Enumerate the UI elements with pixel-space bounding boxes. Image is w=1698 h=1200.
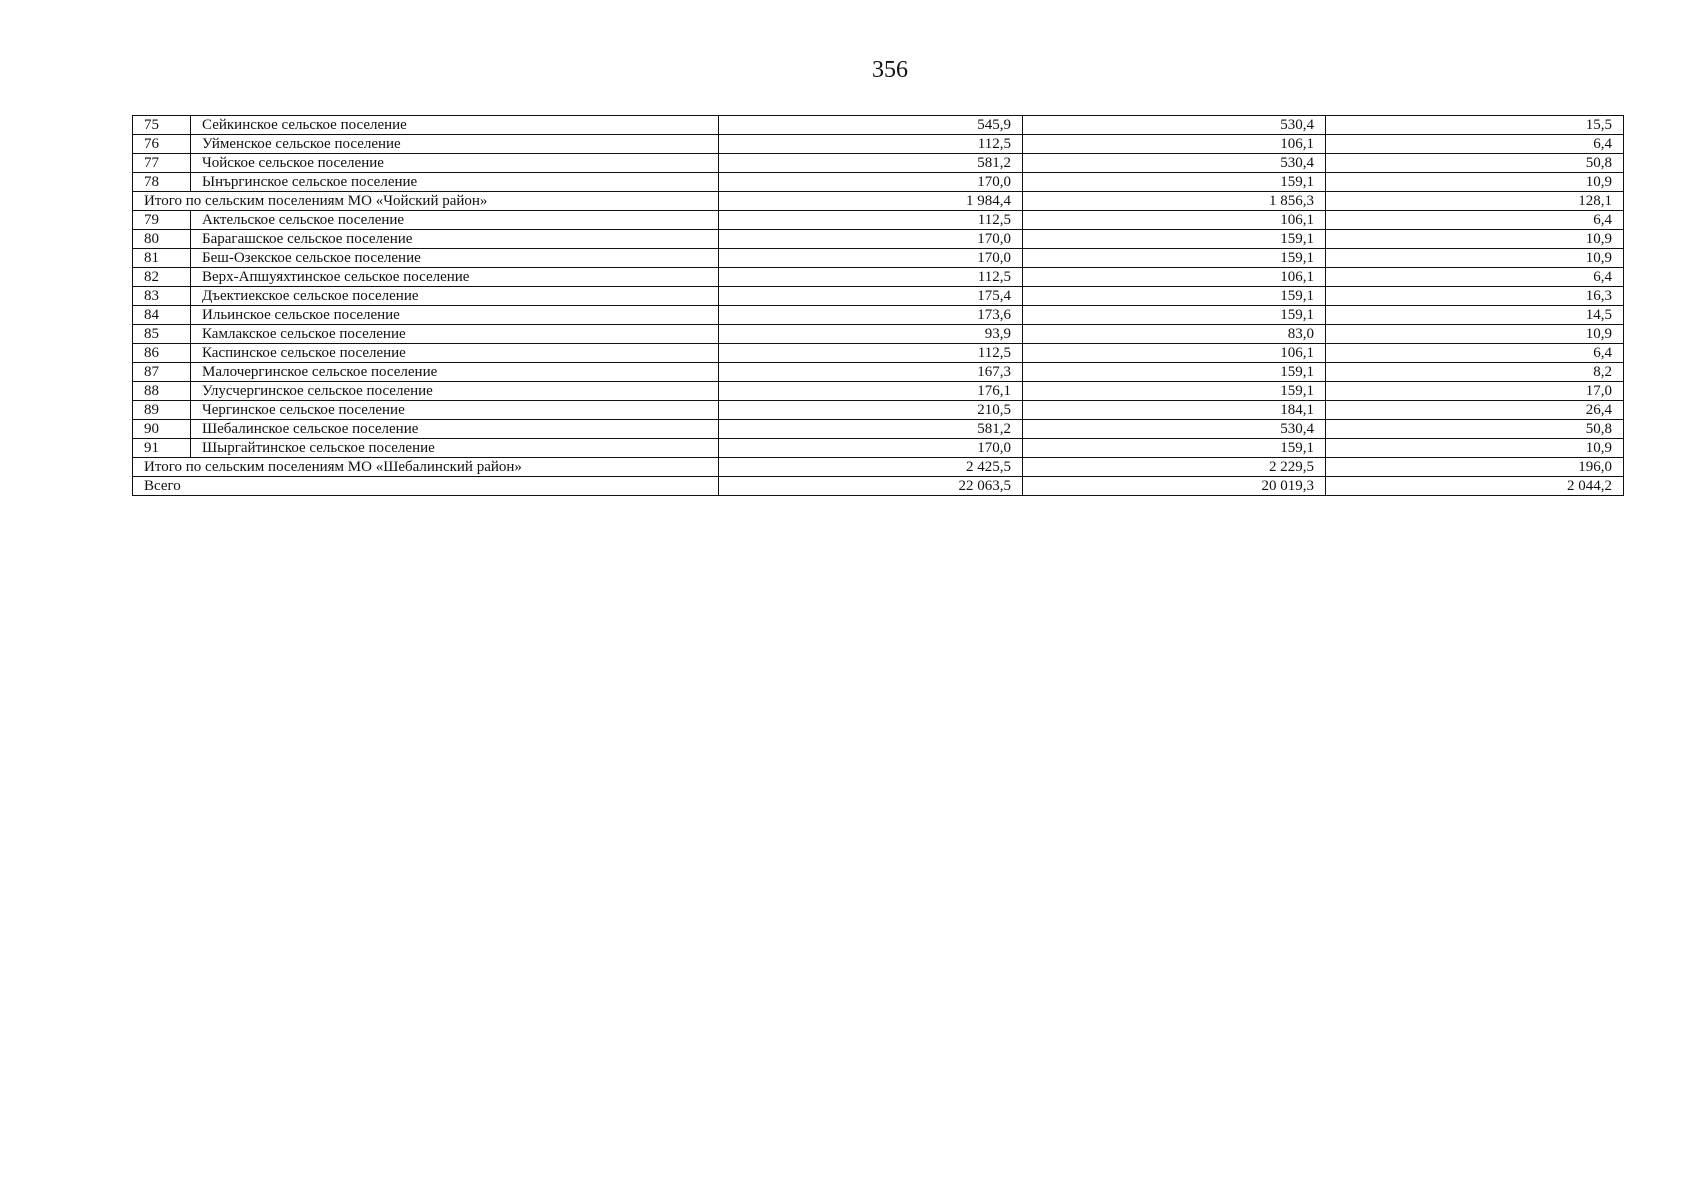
settlement-name: Каспинское сельское поселение [191,344,719,363]
value-col-3: 14,5 [1326,306,1624,325]
row-number: 76 [133,135,191,154]
value-col-1: 112,5 [719,211,1023,230]
settlement-name: Чойское сельское поселение [191,154,719,173]
value-col-2: 159,1 [1023,287,1326,306]
settlement-name: Малочергинское сельское поселение [191,363,719,382]
value-col-2: 530,4 [1023,420,1326,439]
row-number: 89 [133,401,191,420]
table-row [133,439,1624,458]
value-col-1: 170,0 [719,249,1023,268]
table-row [133,135,1624,154]
total-label: Итого по сельским поселениям МО «Чойский район» [133,192,719,211]
value-col-3: 10,9 [1326,439,1624,458]
table-row [133,249,1624,268]
value-col-2: 1 856,3 [1023,192,1326,211]
value-col-3: 128,1 [1326,192,1624,211]
settlement-name: Шыргайтинское сельское поселение [191,439,719,458]
value-col-3: 8,2 [1326,363,1624,382]
row-number: 91 [133,439,191,458]
settlement-name: Дъектиекское сельское поселение [191,287,719,306]
value-col-3: 6,4 [1326,268,1624,287]
value-col-2: 159,1 [1023,306,1326,325]
settlement-name: Барагашское сельское поселение [191,230,719,249]
table-row [133,401,1624,420]
table-row [133,230,1624,249]
value-col-3: 2 044,2 [1326,477,1624,496]
row-number: 77 [133,154,191,173]
value-col-1: 581,2 [719,154,1023,173]
value-col-1: 170,0 [719,173,1023,192]
row-number: 79 [133,211,191,230]
value-col-3: 6,4 [1326,344,1624,363]
row-number: 84 [133,306,191,325]
row-number: 81 [133,249,191,268]
value-col-3: 50,8 [1326,420,1624,439]
value-col-3: 6,4 [1326,135,1624,154]
row-number: 87 [133,363,191,382]
total-label: Всего [133,477,719,496]
table-row [133,363,1624,382]
table-row [133,268,1624,287]
table-row [133,173,1624,192]
settlement-name: Улусчергинское сельское поселение [191,382,719,401]
row-number: 88 [133,382,191,401]
value-col-2: 530,4 [1023,116,1326,135]
settlement-name: Шебалинское сельское поселение [191,420,719,439]
value-col-1: 112,5 [719,344,1023,363]
value-col-2: 530,4 [1023,154,1326,173]
value-col-1: 167,3 [719,363,1023,382]
table-row [133,325,1624,344]
settlement-name: Камлакское сельское поселение [191,325,719,344]
total-row [133,192,1624,211]
value-col-2: 20 019,3 [1023,477,1326,496]
row-number: 85 [133,325,191,344]
value-col-1: 22 063,5 [719,477,1023,496]
value-col-1: 176,1 [719,382,1023,401]
settlement-name: Ильинское сельское поселение [191,306,719,325]
settlement-name: Верх-Апшуяхтинское сельское поселение [191,268,719,287]
value-col-2: 106,1 [1023,268,1326,287]
value-col-1: 1 984,4 [719,192,1023,211]
table-row [133,154,1624,173]
value-col-1: 175,4 [719,287,1023,306]
value-col-1: 545,9 [719,116,1023,135]
value-col-1: 93,9 [719,325,1023,344]
value-col-2: 106,1 [1023,135,1326,154]
row-number: 82 [133,268,191,287]
value-col-2: 159,1 [1023,382,1326,401]
total-row [133,458,1624,477]
value-col-3: 196,0 [1326,458,1624,477]
settlement-name: Ынъргинское сельское поселение [191,173,719,192]
budget-table [132,115,1624,496]
value-col-1: 210,5 [719,401,1023,420]
value-col-3: 50,8 [1326,154,1624,173]
table-row [133,344,1624,363]
settlement-name: Актельское сельское поселение [191,211,719,230]
value-col-3: 17,0 [1326,382,1624,401]
table-row [133,420,1624,439]
total-label: Итого по сельским поселениям МО «Шебалинский район» [133,458,719,477]
value-col-3: 10,9 [1326,249,1624,268]
table-row [133,211,1624,230]
value-col-2: 159,1 [1023,230,1326,249]
value-col-2: 159,1 [1023,439,1326,458]
value-col-3: 6,4 [1326,211,1624,230]
value-col-3: 16,3 [1326,287,1624,306]
value-col-2: 184,1 [1023,401,1326,420]
table-row [133,306,1624,325]
value-col-3: 10,9 [1326,173,1624,192]
page-number: 356 [872,57,908,83]
row-number: 80 [133,230,191,249]
row-number: 90 [133,420,191,439]
settlement-name: Чергинское сельское поселение [191,401,719,420]
value-col-1: 112,5 [719,268,1023,287]
value-col-1: 112,5 [719,135,1023,154]
value-col-1: 170,0 [719,230,1023,249]
table-body [133,116,1624,496]
value-col-1: 170,0 [719,439,1023,458]
value-col-2: 159,1 [1023,249,1326,268]
table-row [133,287,1624,306]
row-number: 75 [133,116,191,135]
value-col-1: 2 425,5 [719,458,1023,477]
row-number: 83 [133,287,191,306]
row-number: 86 [133,344,191,363]
value-col-2: 2 229,5 [1023,458,1326,477]
table-row [133,116,1624,135]
value-col-2: 159,1 [1023,173,1326,192]
value-col-3: 10,9 [1326,230,1624,249]
value-col-2: 106,1 [1023,211,1326,230]
value-col-1: 581,2 [719,420,1023,439]
value-col-3: 26,4 [1326,401,1624,420]
value-col-1: 173,6 [719,306,1023,325]
settlement-name: Уйменское сельское поселение [191,135,719,154]
total-row [133,477,1624,496]
settlement-name: Беш-Озекское сельское поселение [191,249,719,268]
value-col-2: 159,1 [1023,363,1326,382]
settlement-name: Сейкинское сельское поселение [191,116,719,135]
value-col-3: 10,9 [1326,325,1624,344]
value-col-2: 83,0 [1023,325,1326,344]
table-row [133,382,1624,401]
value-col-2: 106,1 [1023,344,1326,363]
value-col-3: 15,5 [1326,116,1624,135]
row-number: 78 [133,173,191,192]
